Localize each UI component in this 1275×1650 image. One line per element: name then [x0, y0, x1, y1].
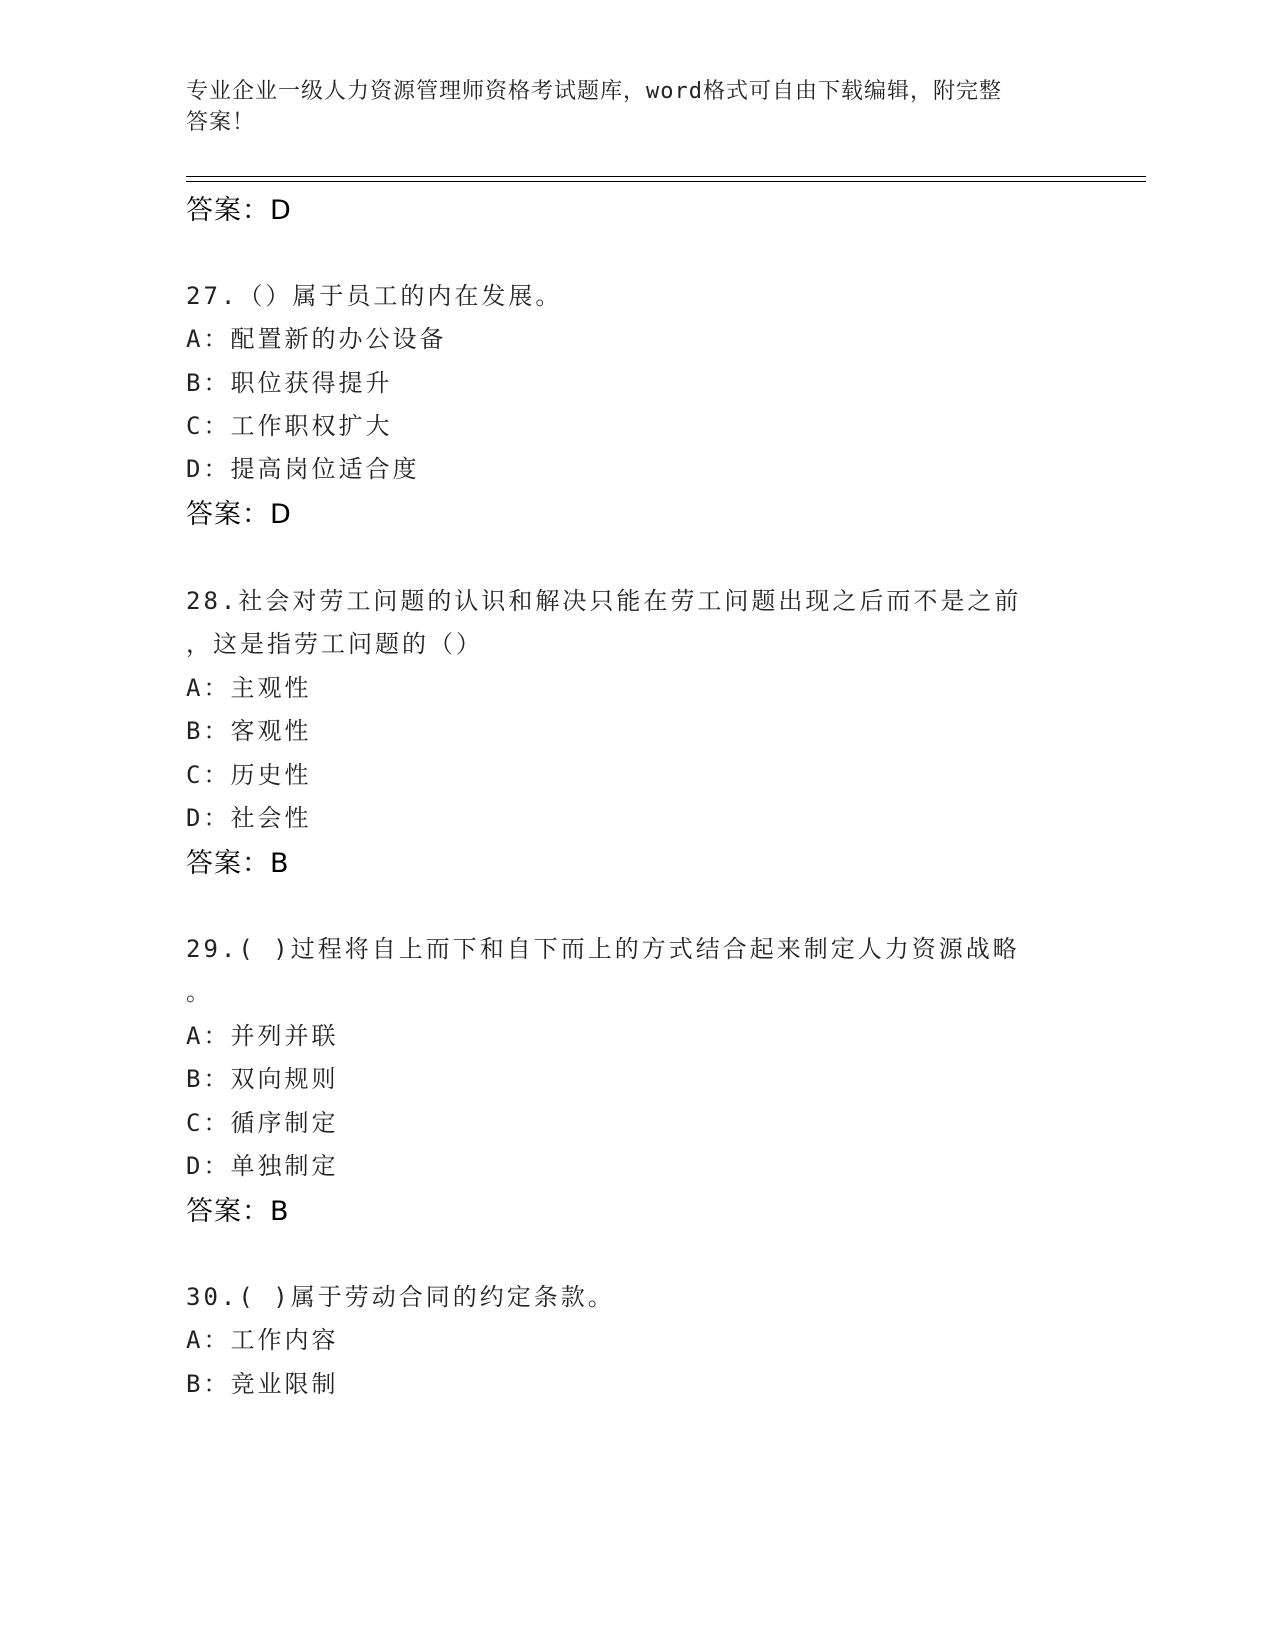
question-27-option-a: A：配置新的办公设备 — [186, 325, 447, 353]
question-28-option-a: A：主观性 — [186, 674, 312, 702]
question-29-option-a: A：并列并联 — [186, 1022, 339, 1050]
question-28-stem-line-1: 28.社会对劳工问题的认识和解决只能在劳工问题出现之后而不是之前 — [186, 587, 1022, 615]
header-divider-top — [186, 176, 1146, 177]
question-28-option-b: B：客观性 — [186, 717, 312, 745]
question-27-option-c: C：工作职权扩大 — [186, 412, 393, 440]
question-30-option-a: A：工作内容 — [186, 1326, 339, 1354]
header-line-2: 答案！ — [186, 110, 256, 135]
question-29-stem-line-2: 。 — [186, 978, 213, 1006]
question-30-option-b: B：竞业限制 — [186, 1370, 339, 1398]
question-28-answer: 答案：B — [186, 848, 290, 879]
document-header — [186, 76, 1066, 138]
question-28-option-d: D：社会性 — [186, 804, 312, 832]
question-27-option-d: D：提高岗位适合度 — [186, 455, 420, 483]
question-27-answer: 答案：D — [186, 499, 292, 530]
question-30-stem: 30.( )属于劳动合同的约定条款。 — [186, 1283, 615, 1311]
question-27-option-b: B：职位获得提升 — [186, 369, 393, 397]
question-28-stem-line-2: ，这是指劳工问题的（） — [186, 630, 483, 658]
previous-answer: 答案：D — [186, 195, 292, 226]
question-29-option-d: D：单独制定 — [186, 1152, 339, 1180]
question-29-answer: 答案：B — [186, 1196, 290, 1227]
question-28-option-c: C：历史性 — [186, 761, 312, 789]
header-line-1: 专业企业一级人力资源管理师资格考试题库，word格式可自由下载编辑，附完整 — [186, 79, 1002, 104]
question-29-option-c: C：循序制定 — [186, 1109, 339, 1137]
question-29-stem-line-1: 29.( )过程将自上而下和自下而上的方式结合起来制定人力资源战略 — [186, 935, 1020, 963]
header-divider-bottom — [186, 181, 1146, 182]
question-27-stem: 27.（）属于员工的内在发展。 — [186, 282, 563, 310]
question-29-option-b: B：双向规则 — [186, 1065, 339, 1093]
